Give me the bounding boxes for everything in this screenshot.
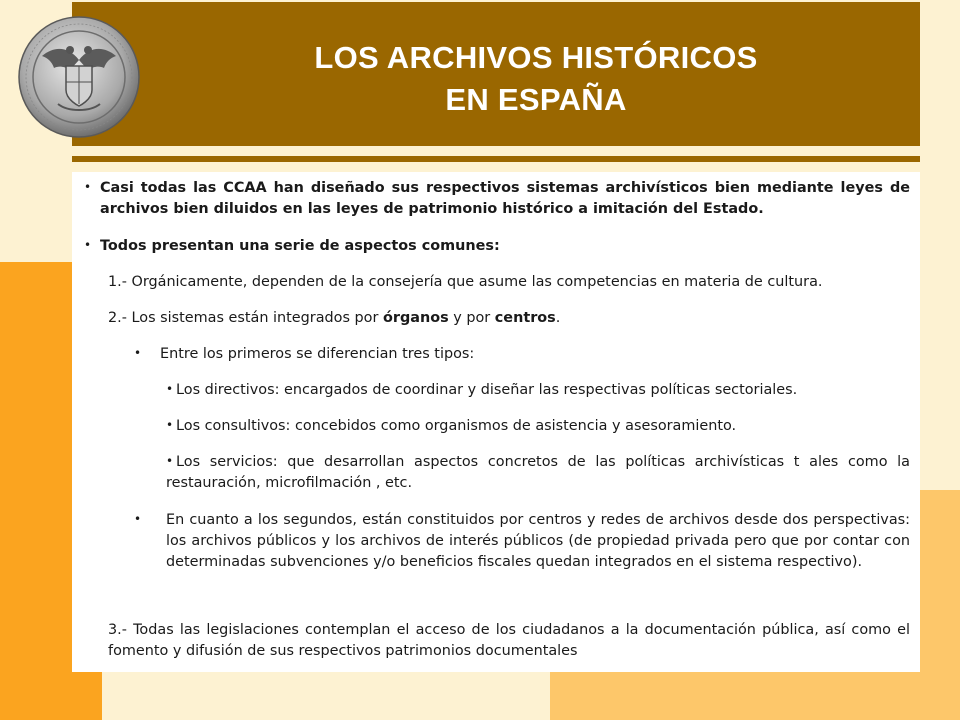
title-underline	[72, 156, 920, 162]
item-2-text-c: .	[555, 310, 561, 326]
item-2-bold-organos: órganos	[382, 310, 449, 326]
item-2-bold-centros: centros	[494, 310, 556, 326]
item-2-systems	[108, 308, 910, 329]
paragraph-common-aspects: Todos presentan una serie de aspectos comunes:	[100, 238, 500, 254]
item-2-text-b: y por	[448, 310, 495, 326]
item-3-access: 3.- Todas las legislaciones contemplan el acceso de los ciudadanos a la documentación pública, así como el fomento y difusión de sus respectivos patrimonios documentales	[108, 622, 910, 659]
item-consultivos: Los consultivos: concebidos como organismos de asistencia y asesoramiento.	[176, 418, 737, 434]
university-seal-icon	[18, 16, 140, 138]
slide-title-line2: EN ESPAÑA	[445, 82, 627, 117]
bullet-icon: •	[84, 180, 92, 194]
item-1-organic: 1.- Orgánicamente, dependen de la consejería que asume las competencias en materia de cultura.	[108, 274, 823, 290]
slide-title-line1: LOS ARCHIVOS HISTÓRICOS	[314, 40, 758, 75]
title-banner	[72, 2, 920, 146]
bullet-icon: •	[134, 512, 142, 526]
bullet-icon: •	[166, 382, 174, 396]
paragraph-ccaa: Casi todas las CCAA han diseñado sus respectivos sistemas archivísticos bien mediante leyes de archivos bien diluidos en las leyes de patrimonio histórico a imitación del Estado.	[100, 180, 910, 217]
bullet-icon: •	[166, 454, 174, 468]
paragraph-segundos: En cuanto a los segundos, están constituidos por centros y redes de archivos desde dos perspectivas: los archivos públicos y los archivos de interés públicos (de propiedad privada pero que por contar con determinadas subvenciones y/o beneficios fiscales quedan integrados en el sistema respectivo).	[166, 512, 910, 570]
item-2-text-a: 2.- Los sistemas están integrados por	[108, 310, 383, 326]
bullet-icon: •	[134, 346, 142, 360]
bullet-icon: •	[84, 238, 92, 252]
bullet-icon: •	[166, 418, 174, 432]
paragraph-first-types: Entre los primeros se diferencian tres tipos:	[160, 346, 475, 362]
item-directivos: Los directivos: encargados de coordinar y diseñar las respectivas políticas sectoriales.	[176, 382, 798, 398]
content-panel	[72, 172, 920, 672]
item-servicios: Los servicios: que desarrollan aspectos concretos de las políticas archivísticas t ales como la restauración, microfilmación , etc.	[166, 454, 910, 491]
